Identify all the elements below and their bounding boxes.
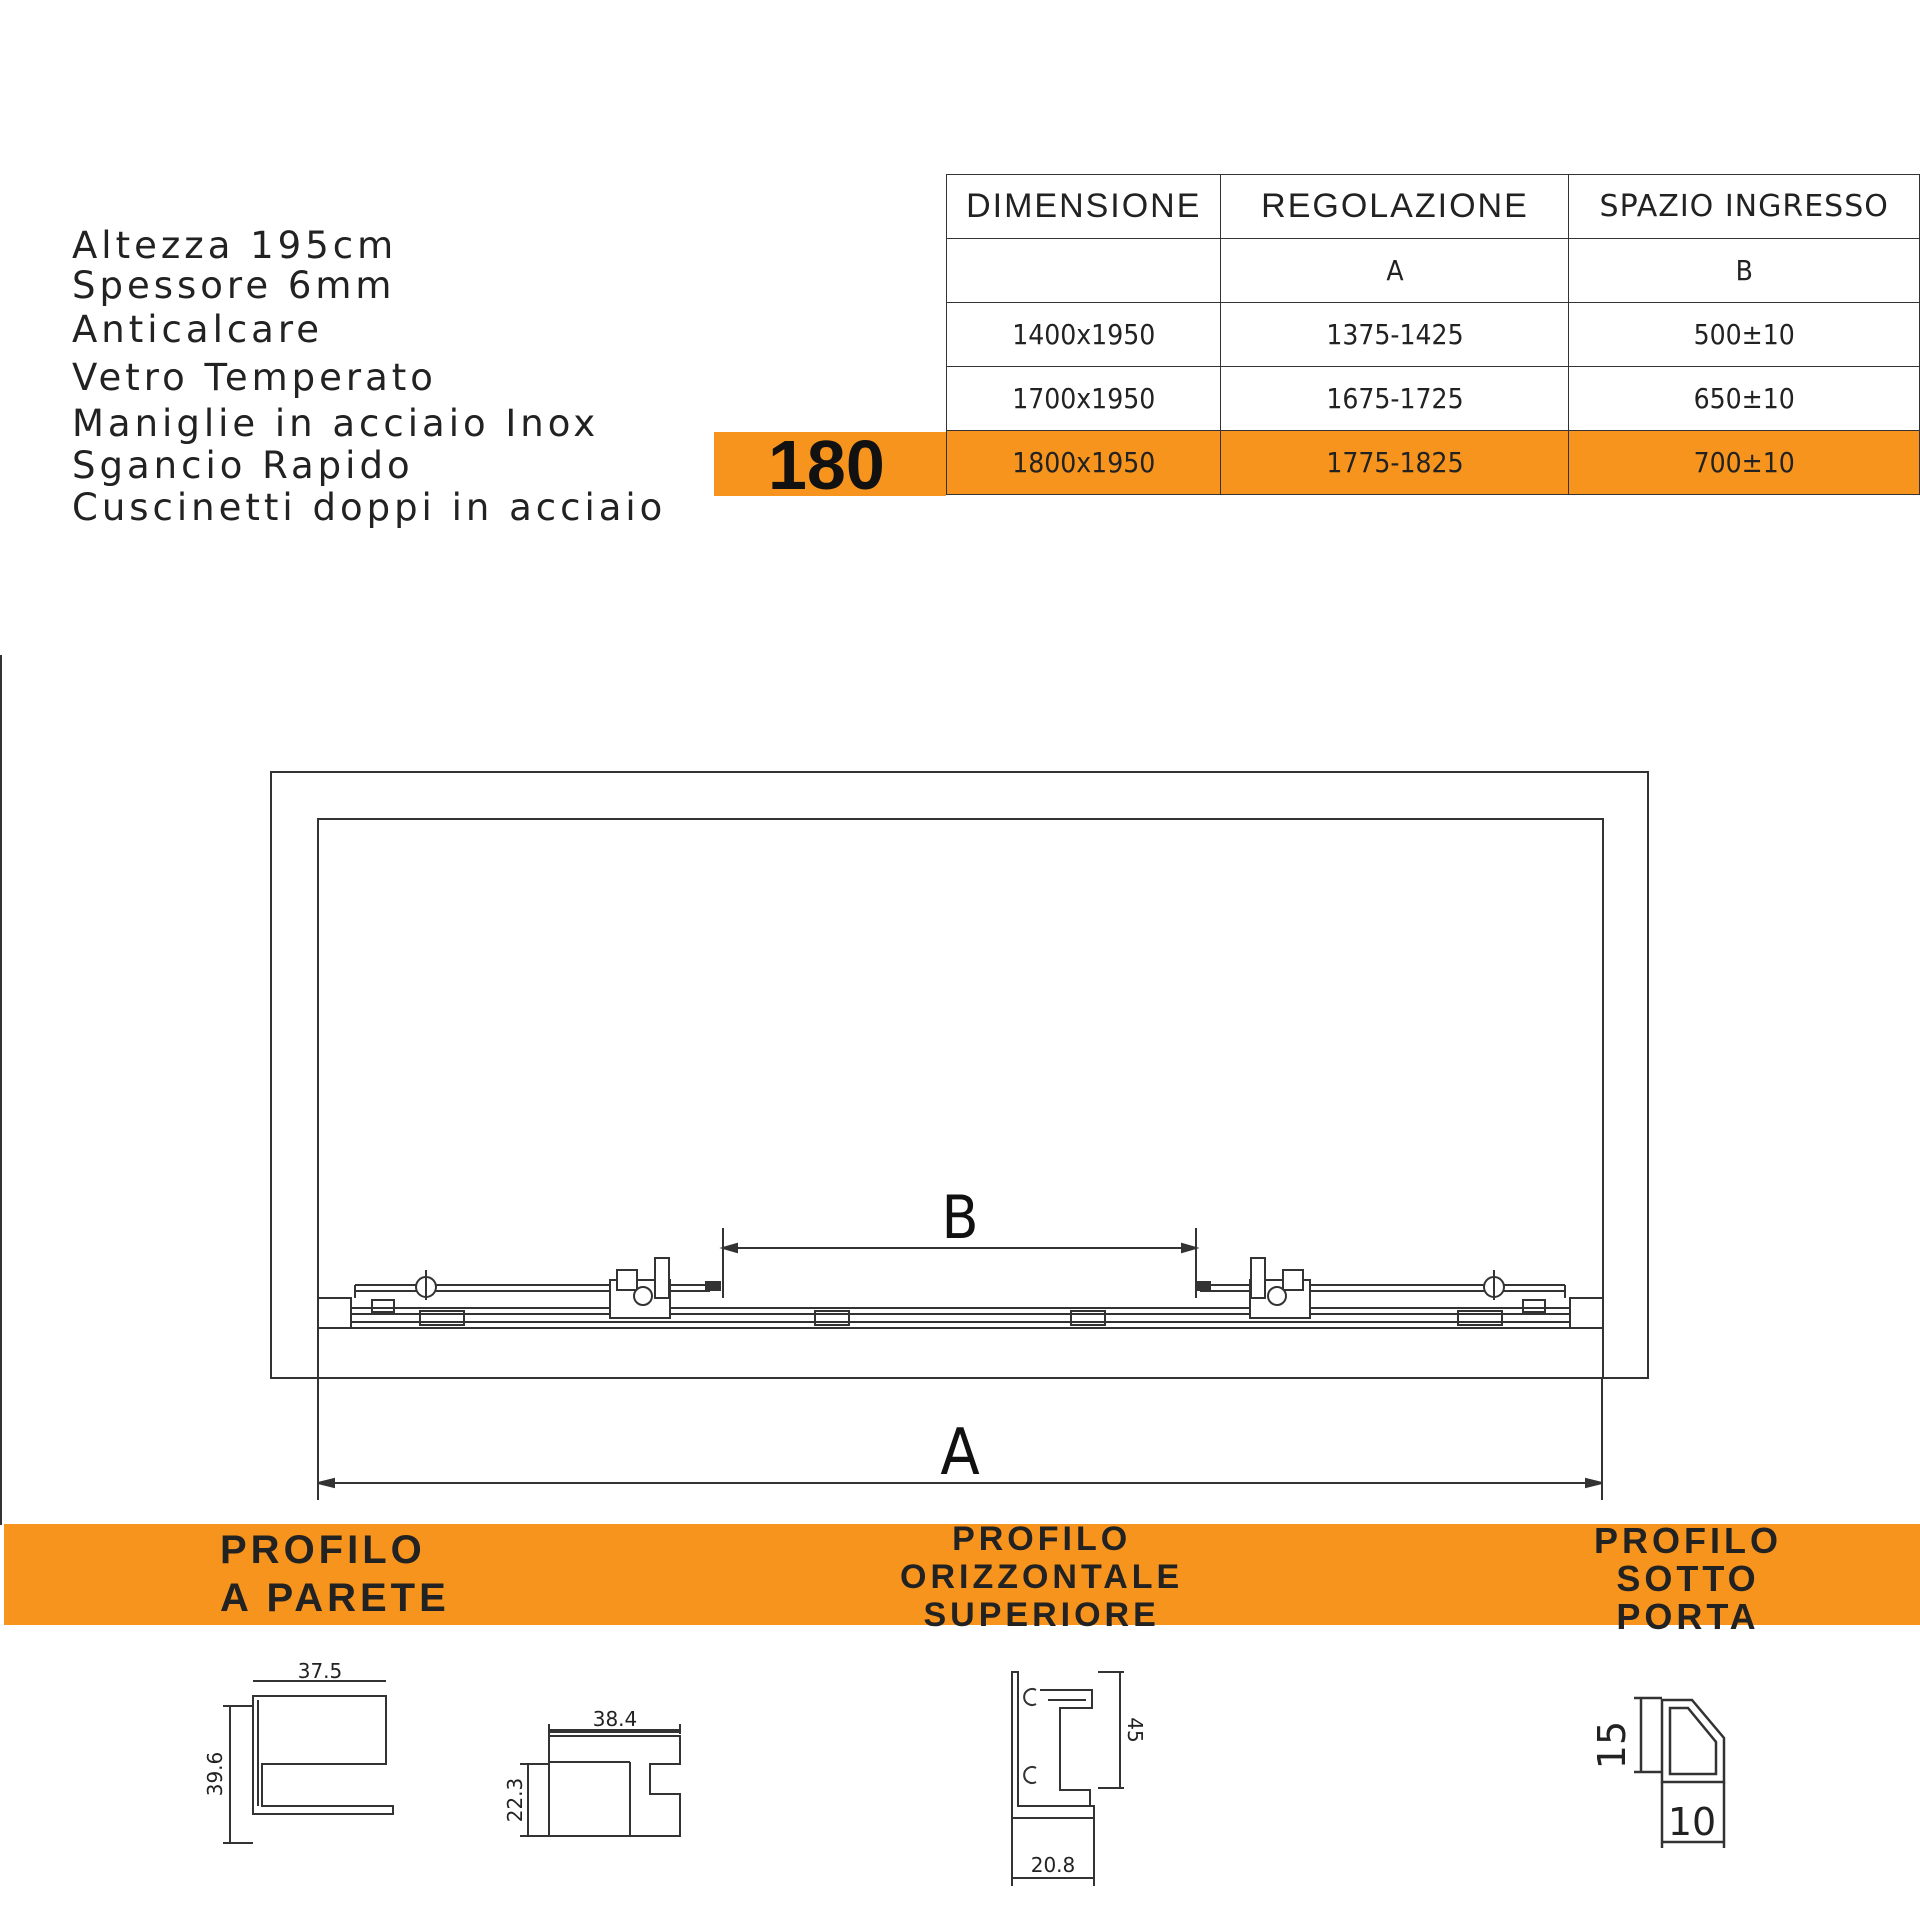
header-dimensione: DIMENSIONE bbox=[947, 175, 1221, 239]
header-regolazione: REGOLAZIONE bbox=[1221, 175, 1569, 239]
wall-profile-height-dim: 39.6 bbox=[203, 1751, 227, 1797]
bottom-profile-height-dim: 15 bbox=[1590, 1720, 1634, 1770]
wall-adapter-height-dim: 22.3 bbox=[503, 1777, 527, 1823]
profile-bottom-title-line1: PROFILO bbox=[1594, 1520, 1782, 1561]
profile-bottom-title-line3: PORTA bbox=[1616, 1596, 1760, 1637]
cell-dimension: 1800x1950 bbox=[947, 431, 1221, 495]
size-badge-label: 180 bbox=[768, 426, 885, 504]
feature-height: Altezza 195cm bbox=[72, 224, 398, 267]
subheader-b: B bbox=[1569, 239, 1920, 303]
profile-top-title-line3: SUPERIORE bbox=[923, 1596, 1160, 1634]
feature-bearings: Cuscinetti doppi in acciaio bbox=[72, 486, 667, 529]
cell-dimension: 1400x1950 bbox=[947, 303, 1221, 367]
profile-top-title-line1: PROFILO bbox=[952, 1520, 1132, 1558]
bottom-profile-width-dim: 10 bbox=[1667, 1800, 1717, 1844]
feature-handles: Maniglie in acciaio Inox bbox=[72, 402, 600, 445]
wall-adapter-width-dim: 38.4 bbox=[592, 1707, 638, 1731]
profile-wall-title-line2: A PARETE bbox=[220, 1576, 450, 1620]
profile-wall-title-line1: PROFILO bbox=[220, 1528, 426, 1572]
cell-adjustment: 1375-1425 bbox=[1221, 303, 1569, 367]
feature-glass: Vetro Temperato bbox=[72, 356, 437, 399]
cell-adjustment: 1775-1825 bbox=[1221, 431, 1569, 495]
cell-entry-space: 700±10 bbox=[1569, 431, 1920, 495]
cell-adjustment: 1675-1725 bbox=[1221, 367, 1569, 431]
feature-anticalcare: Anticalcare bbox=[72, 308, 324, 351]
dimension-a-label: A bbox=[940, 1416, 980, 1490]
feature-quick-release: Sgancio Rapido bbox=[72, 444, 414, 487]
cell-dimension: 1700x1950 bbox=[947, 367, 1221, 431]
header-spazio-ingresso: SPAZIO INGRESSO bbox=[1569, 175, 1920, 239]
subheader-a: A bbox=[1221, 239, 1569, 303]
profile-top-title-line2: ORIZZONTALE bbox=[900, 1558, 1184, 1596]
dimension-b-label: B bbox=[941, 1183, 979, 1253]
top-profile-width-dim: 20.8 bbox=[1030, 1853, 1076, 1877]
feature-thickness: Spessore 6mm bbox=[72, 264, 396, 307]
wall-adapter-profile-drawing bbox=[520, 1724, 680, 1836]
cell-entry-space: 500±10 bbox=[1569, 303, 1920, 367]
profile-bottom-title-line2: SOTTO bbox=[1616, 1558, 1760, 1599]
wall-profile-drawing bbox=[223, 1681, 393, 1843]
wall-profile-top-dim: 37.5 bbox=[297, 1659, 343, 1683]
cell-entry-space: 650±10 bbox=[1569, 367, 1920, 431]
top-profile-height-dim: 45 bbox=[1123, 1717, 1147, 1743]
